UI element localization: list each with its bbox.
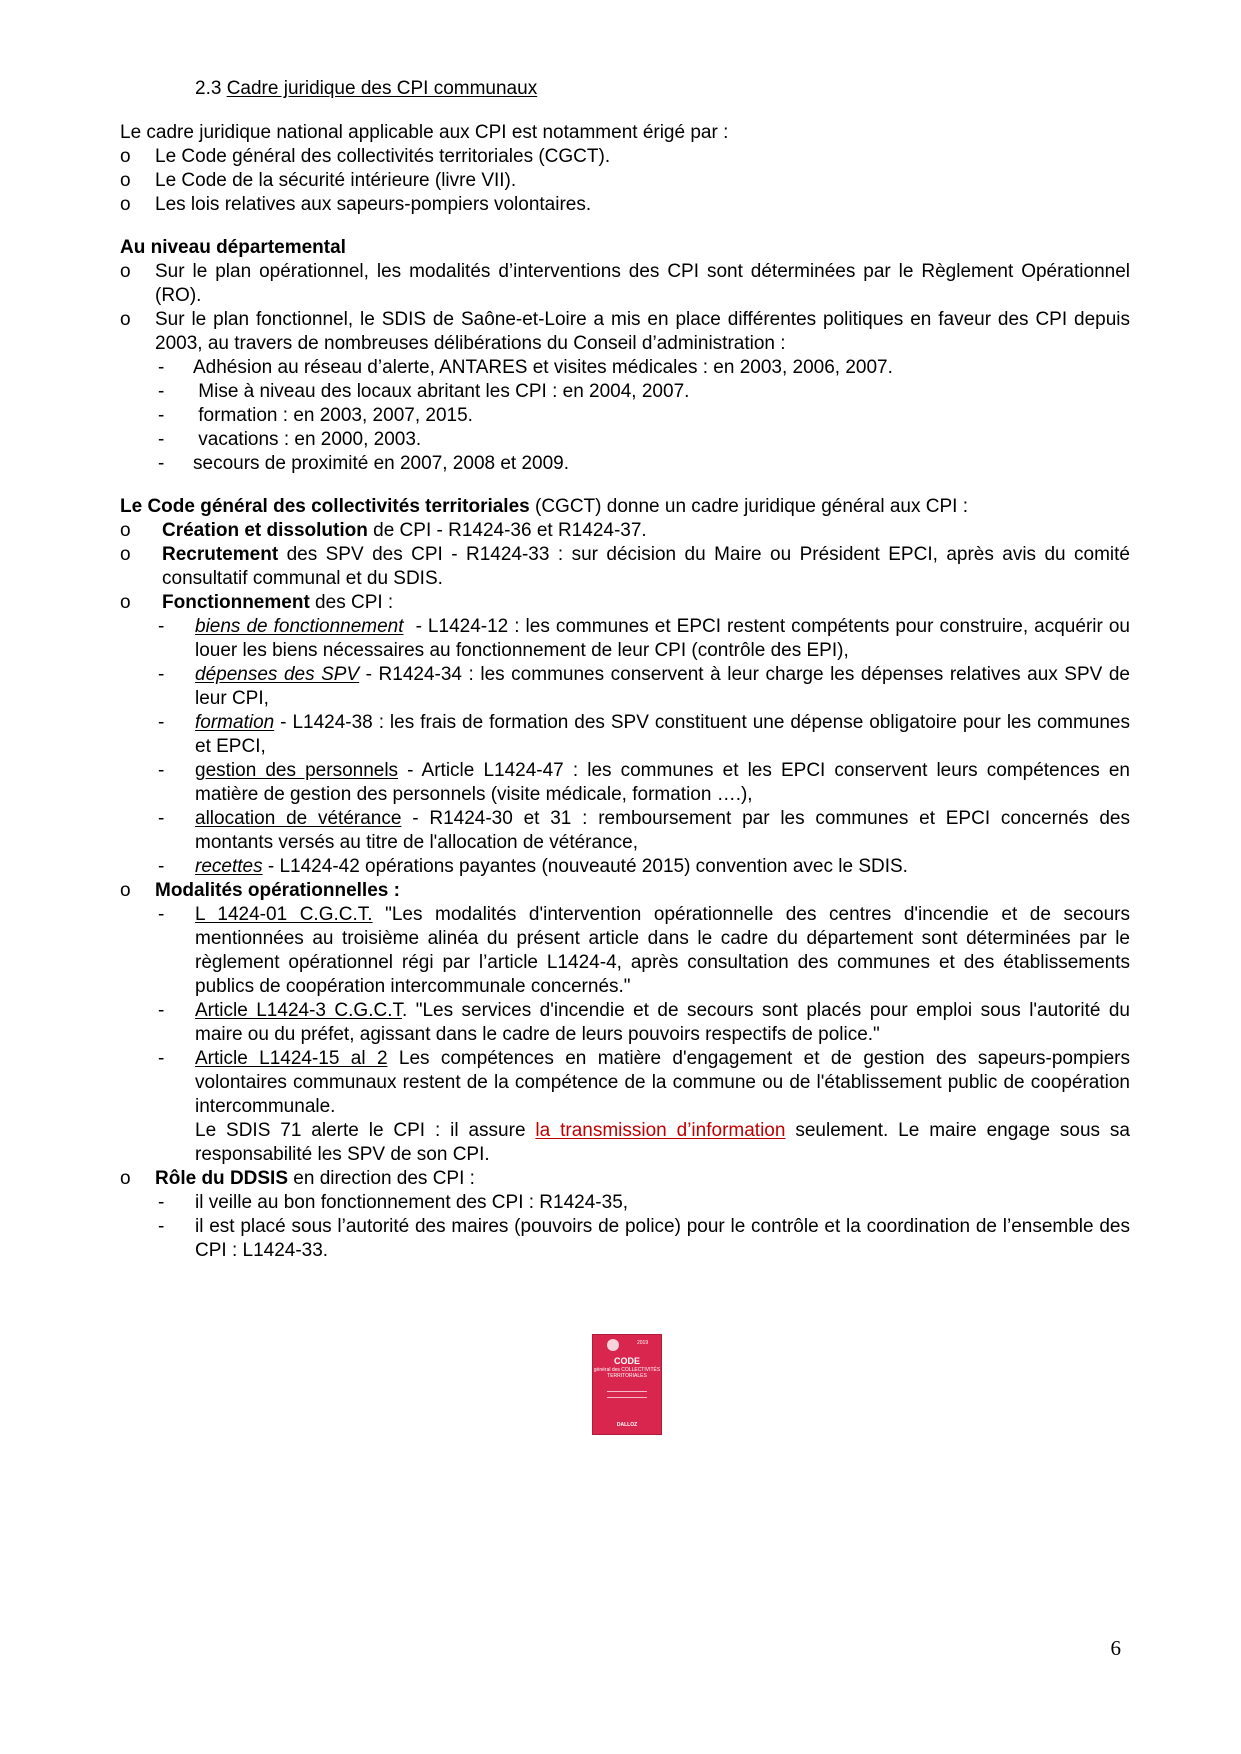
book-year: 2019 — [637, 1340, 649, 1346]
transmission-link[interactable]: la transmission d’information — [535, 1120, 786, 1141]
subitem-text: - L1424-42 opérations payantes (nouveauté 2015) convention avec le SDIS. — [262, 856, 908, 877]
dash-marker: - — [158, 1216, 165, 1237]
departemental-subitem: formation : en 2003, 2007, 2015. — [193, 405, 473, 426]
role-rest: en direction des CPI : — [288, 1168, 475, 1189]
fonctionnement-subitem — [195, 759, 1130, 807]
intro-text: Le cadre juridique national applicable aux CPI est notamment érigé par : — [120, 122, 729, 143]
book-divider — [607, 1397, 647, 1398]
role-subitem: il veille au bon fonctionnement des CPI : R1424-35, — [195, 1192, 629, 1213]
subitem-text: - R1424-34 : les communes conservent à leur charge les dépenses relatives aux SPV de leur CPI, — [195, 664, 1130, 709]
subitem-text: . "Les services d'incendie et de secours sont placés pour emploi sous l'autorité du maire ou du préfet, agissant dans le cadre de leurs pouvoirs respectifs de police." — [195, 1000, 1130, 1045]
subitem-label: gestion des personnels — [195, 760, 399, 781]
role-bold: Rôle du DDSIS — [155, 1168, 289, 1189]
fonctionnement-subitem — [195, 711, 1130, 759]
subitem-label: formation — [195, 712, 275, 733]
dash-marker: - — [158, 1192, 165, 1213]
cgct-heading — [120, 495, 968, 519]
fonctionnement-bold: Fonctionnement — [162, 592, 310, 613]
subitem-label: L 1424-01 C.G.C.T. — [195, 904, 373, 925]
departemental-subitem: Adhésion au réseau d’alerte, ANTARES et visites médicales : en 2003, 2006, 2007. — [193, 357, 893, 378]
subitem-label: Article L1424-3 C.G.C.T — [195, 1000, 402, 1021]
subitem-text: "Les modalités d'intervention opérationnelle des centres d'incendie et de secours mentionnées au troisième alinéa du présent article dans le cadre du département sont déterminées par le règlement opérationnel régi par l’article L1424-4, après consultation des communes et des établissements publics de coopération intercommunale concernés." — [195, 904, 1131, 997]
recrutement-item — [162, 543, 1130, 591]
subitem-label: Article L1424-15 al 2 — [195, 1048, 388, 1069]
sdis-paragraph — [195, 1119, 1130, 1167]
code-book-cover-image — [592, 1334, 662, 1435]
subitem-label: recettes — [195, 856, 263, 877]
departemental-heading: Au niveau départemental — [120, 237, 346, 258]
dash-marker: - — [158, 453, 165, 474]
role-subitem: il est placé sous l’autorité des maires (pouvoirs de police) pour le contrôle et la coordination de l’ensemble des CPI : L1424-33. — [195, 1216, 1130, 1261]
sdis-post: seulement. Le maire engage sous sa responsabilité les SPV de son CPI. — [195, 1120, 1131, 1165]
subitem-label: allocation de vétérance — [195, 808, 402, 829]
subitem-text: - R1424-30 et 31 : remboursement par les communes et EPCI concernés des montants versés au titre de l'allocation de vétérance, — [195, 808, 1130, 853]
subitem-text: Les compétences en matière d'engagement et de gestion des sapeurs-pompiers volontaires communaux restent de la compétence de la commune ou de l'établissement public de coopération intercommunale. — [195, 1048, 1130, 1117]
creation-rest: de CPI - R1424-36 et R1424-37. — [367, 520, 647, 541]
subitem-text: - L1424-12 : les communes et EPCI restent compétents pour construire, acquérir ou louer les biens nécessaires au fonctionnement de leur CPI (contrôle des EPI), — [195, 616, 1136, 661]
cgct-heading-rest: (CGCT) donne un cadre juridique général aux CPI : — [529, 496, 968, 517]
section-heading — [195, 77, 537, 101]
dash-marker: - — [158, 357, 165, 378]
dash-marker: - — [158, 664, 165, 685]
dash-marker: - — [158, 429, 165, 450]
dash-marker: - — [158, 808, 165, 829]
book-title: CODE — [613, 1356, 640, 1366]
recrutement-rest: des SPV des CPI - R1424-33 : sur décision du Maire ou Président EPCI, après avis du comité consultatif communal et du SDIS. — [162, 544, 1130, 589]
page-number: 6 — [1110, 1636, 1121, 1660]
subitem-text: - L1424-38 : les frais de formation des SPV constituent une dépense obligatoire pour les communes et EPCI, — [195, 712, 1130, 757]
bullet-marker: o — [120, 880, 131, 901]
dash-marker: - — [158, 760, 165, 781]
section-number: 2.3 — [195, 78, 222, 99]
subitem-label: dépenses des SPV — [195, 664, 360, 685]
departemental-subitem: secours de proximité en 2007, 2008 et 2009. — [193, 453, 570, 474]
bullet-marker: o — [120, 520, 131, 541]
book-badge-icon — [607, 1339, 619, 1351]
bullet-marker: o — [120, 146, 131, 167]
subitem-text: - Article L1424-47 : les communes et les EPCI conservent leurs compétences en matière de gestion des personnels (visite médicale, formation ….), — [195, 760, 1130, 805]
fonctionnement-subitem — [195, 855, 908, 879]
creation-bold: Création et dissolution — [162, 520, 368, 541]
fonctionnement-rest: des CPI : — [309, 592, 394, 613]
book-publisher: DALLOZ — [616, 1422, 638, 1428]
bullet-marker: o — [120, 592, 131, 613]
recrutement-bold: Recrutement — [162, 544, 279, 565]
modalites-subitem — [195, 1047, 1130, 1119]
dash-marker: - — [158, 904, 165, 925]
bullet-marker: o — [120, 309, 131, 330]
cgct-heading-bold: Le Code général des collectivités territoriales — [120, 496, 530, 517]
dash-marker: - — [158, 381, 165, 402]
modalites-subitem — [195, 999, 1130, 1047]
bullet-marker: o — [120, 194, 131, 215]
intro-item: Les lois relatives aux sapeurs-pompiers volontaires. — [155, 194, 592, 215]
fonctionnement-subitem — [195, 663, 1130, 711]
dash-marker: - — [158, 405, 165, 426]
intro-item: Le Code de la sécurité intérieure (livre VII). — [155, 170, 517, 191]
section-title: Cadre juridique des CPI communaux — [226, 78, 538, 99]
departemental-subitem: Mise à niveau des locaux abritant les CPI : en 2004, 2007. — [193, 381, 690, 402]
role-item — [155, 1167, 475, 1191]
dash-marker: - — [158, 856, 165, 877]
subitem-label: biens de fonctionnement — [195, 616, 404, 637]
bullet-marker: o — [120, 1168, 131, 1189]
departemental-subitem: vacations : en 2000, 2003. — [193, 429, 422, 450]
dash-marker: - — [158, 712, 165, 733]
modalites-heading: Modalités opérationnelles : — [155, 880, 400, 901]
dash-marker: - — [158, 616, 165, 637]
fonctionnement-item — [162, 591, 393, 615]
fonctionnement-subitem — [195, 807, 1130, 855]
sdis-pre: Le SDIS 71 alerte le CPI : il assure — [195, 1120, 536, 1141]
departemental-item: Sur le plan fonctionnel, le SDIS de Saône-et-Loire a mis en place différentes politiques en faveur des CPI depuis 2003, au travers de nombreuses délibérations du Conseil d’administration : — [155, 309, 1130, 354]
modalites-subitem — [195, 903, 1130, 999]
fonctionnement-subitem — [195, 615, 1136, 663]
intro-item: Le Code général des collectivités territoriales (CGCT). — [155, 146, 611, 167]
departemental-item: Sur le plan opérationnel, les modalités d’interventions des CPI sont déterminées par le Règlement Opérationnel (RO). — [155, 261, 1130, 306]
creation-item — [162, 519, 647, 543]
book-subtitle: général des COLLECTIVITÉS TERRITORIALES — [593, 1367, 661, 1379]
bullet-marker: o — [120, 170, 131, 191]
dash-marker: - — [158, 1000, 165, 1021]
book-divider — [607, 1391, 647, 1392]
dash-marker: - — [158, 1048, 165, 1069]
bullet-marker: o — [120, 261, 131, 282]
bullet-marker: o — [120, 544, 131, 565]
